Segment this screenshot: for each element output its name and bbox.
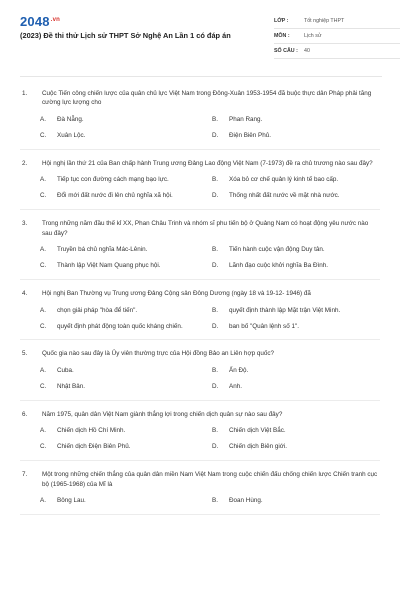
question-item — [20, 80, 380, 150]
option-letter: B. — [212, 176, 218, 184]
meta-value: Tốt nghiệp THPT — [304, 18, 345, 24]
question-text: Một trong những chiến thắng của quân dân miền Nam Việt Nam trong cuộc chiến đấu chống chiến lược Chiến tranh cục bộ (1965-1968) của Mĩ là — [42, 471, 378, 488]
option-text: Xuân Lộc. — [57, 132, 86, 140]
option-letter: A. — [40, 306, 46, 314]
meta-label: LỚP : — [274, 18, 289, 24]
option-text: Bông Lau. — [57, 497, 86, 505]
option-text: Tiếp tục con đường cách mạng bạo lực. — [57, 176, 169, 184]
question-text: Năm 1975, quân dân Việt Nam giành thắng lợi trong chiến dịch quân sự nào sau đây? — [42, 410, 283, 418]
meta-value: Lịch sử — [304, 33, 322, 39]
question-text-row — [20, 89, 380, 108]
option-text: Chiến dịch Việt Bắc. — [229, 427, 286, 435]
option-text: chọn giải pháp "hòa để tiến". — [57, 306, 138, 314]
option-text: Cuba. — [57, 367, 74, 375]
answer-options — [40, 425, 380, 454]
answer-option[interactable] — [40, 495, 212, 508]
option-letter: A. — [40, 367, 46, 375]
question-text: Hội nghị Ban Thường vụ Trung ương Đảng Cộng sản Đông Dương (ngày 18 và 19-12- 1946) đã — [42, 290, 311, 298]
question-number: 4. — [22, 290, 28, 298]
answer-option[interactable] — [40, 114, 212, 127]
option-text: Điện Biên Phủ. — [229, 132, 272, 140]
answer-option[interactable] — [40, 320, 212, 333]
answer-option[interactable] — [212, 320, 384, 333]
meta-value: 40 — [304, 48, 310, 54]
answer-option[interactable] — [40, 381, 212, 394]
option-letter: D. — [212, 383, 219, 391]
answer-option[interactable] — [212, 114, 384, 127]
answer-option[interactable] — [212, 425, 384, 438]
option-text: Tiến hành cuộc vận động Duy tân. — [229, 246, 325, 254]
question-item — [20, 340, 380, 400]
option-text: Lãnh đạo cuộc khởi nghĩa Ba Đình. — [229, 262, 329, 270]
option-letter: B. — [212, 306, 218, 314]
option-text: Ấn Độ. — [229, 367, 249, 375]
question-item — [20, 210, 380, 280]
option-text: Nhật Bản. — [57, 383, 86, 391]
document-meta — [274, 14, 400, 59]
option-letter: C. — [40, 132, 47, 140]
question-text: Cuộc Tiến công chiến lược của quân chủ lực Việt Nam trong Đông-Xuân 1953-1954 đã buộc thực dân Pháp phải tăng cường lực lượng cho — [42, 90, 372, 107]
option-text: Đoan Hùng. — [229, 497, 263, 505]
question-text-row — [20, 289, 380, 298]
option-text: Chiến dịch Hồ Chí Minh. — [57, 427, 126, 435]
answer-option[interactable] — [212, 441, 384, 454]
question-text-row — [20, 470, 380, 489]
answer-option[interactable] — [212, 381, 384, 394]
question-item — [20, 461, 380, 515]
question-number: 7. — [22, 471, 28, 479]
answer-option[interactable] — [212, 304, 384, 317]
answer-option[interactable] — [212, 190, 384, 203]
option-letter: C. — [40, 322, 47, 330]
question-list — [20, 80, 380, 515]
question-text-row — [20, 349, 380, 358]
answer-option[interactable] — [212, 495, 384, 508]
question-item — [20, 150, 380, 210]
option-text: quyết định phát động toàn quốc kháng chiến. — [57, 322, 183, 330]
option-letter: C. — [40, 262, 47, 270]
answer-option[interactable] — [40, 244, 212, 257]
question-number: 1. — [22, 90, 28, 97]
option-letter: A. — [40, 116, 46, 124]
answer-options — [40, 304, 380, 333]
option-text: Đà Nẵng. — [57, 116, 84, 124]
meta-row-class — [274, 14, 400, 29]
answer-option[interactable] — [212, 244, 384, 257]
answer-option[interactable] — [40, 190, 212, 203]
option-letter: D. — [212, 262, 219, 270]
question-text: Trong những năm đầu thế kỉ XX, Phan Châu Trinh và nhóm sĩ phu tiến bộ ở Quảng Nam có hoạt động yêu nước nào sau đây? — [42, 220, 369, 237]
question-item — [20, 401, 380, 461]
header-divider — [20, 76, 382, 77]
option-letter: B. — [212, 497, 218, 505]
option-letter: A. — [40, 246, 46, 254]
answer-option[interactable] — [212, 174, 384, 187]
question-text-row — [20, 159, 380, 168]
question-number: 6. — [22, 410, 28, 418]
option-letter: B. — [212, 367, 218, 375]
answer-option[interactable] — [212, 130, 384, 143]
answer-options — [40, 365, 380, 394]
option-letter: C. — [40, 443, 47, 451]
question-text-row — [20, 410, 380, 419]
logo-text: 2048 — [20, 14, 50, 29]
option-text: Chiến dịch Điện Biên Phủ. — [57, 443, 131, 451]
answer-options — [40, 174, 380, 203]
option-letter: D. — [212, 322, 219, 330]
meta-row-subject — [274, 29, 400, 44]
answer-option[interactable] — [40, 425, 212, 438]
option-text: Chiến dịch Biên giới. — [229, 443, 288, 451]
answer-option[interactable] — [40, 365, 212, 378]
option-text: quyết định thành lập Mặt trận Việt Minh. — [229, 306, 341, 314]
option-text: Xóa bỏ cơ chế quản lý kinh tế bao cấp. — [229, 176, 339, 184]
option-text: ban bố "Quân lệnh số 1". — [229, 322, 299, 330]
logo-suffix: .vn — [50, 16, 61, 23]
answer-option[interactable] — [40, 174, 212, 187]
option-letter: D. — [212, 132, 219, 140]
option-text: Truyền bá chủ nghĩa Mác-Lênin. — [57, 246, 148, 254]
question-item — [20, 280, 380, 340]
answer-option[interactable] — [40, 304, 212, 317]
answer-option[interactable] — [40, 130, 212, 143]
question-number: 2. — [22, 159, 28, 167]
option-text: Phan Rang. — [229, 116, 263, 124]
document-title: (2023) Đề thi thử Lịch sử THPT Sở Nghệ An Lần 1 có đáp án — [20, 31, 231, 40]
option-letter: A. — [40, 497, 46, 505]
option-text: Thành lập Việt Nam Quang phục hội. — [57, 262, 161, 270]
question-text: Hội nghị lần thứ 21 của Ban chấp hành Trung ương Đảng Lao động Việt Nam (7-1973) đề ra chủ trương nào sau đây? — [42, 159, 373, 167]
option-letter: D. — [212, 443, 219, 451]
header — [20, 14, 382, 60]
meta-row-question-count — [274, 44, 400, 59]
answer-option[interactable] — [40, 441, 212, 454]
option-letter: B. — [212, 246, 218, 254]
option-letter: A. — [40, 427, 46, 435]
answer-option[interactable] — [40, 260, 212, 273]
option-letter: B. — [212, 427, 218, 435]
answer-option[interactable] — [212, 260, 384, 273]
question-text-row — [20, 219, 380, 238]
answer-options — [40, 495, 380, 508]
answer-options — [40, 114, 380, 143]
option-letter: A. — [40, 176, 46, 184]
question-number: 3. — [22, 220, 28, 228]
option-text: Anh. — [229, 383, 242, 391]
option-text: Thống nhất đất nước về mặt nhà nước. — [229, 192, 340, 200]
meta-label: SỐ CÂU : — [274, 48, 298, 54]
answer-option[interactable] — [212, 365, 384, 378]
question-number: 5. — [22, 350, 28, 358]
question-text: Quốc gia nào sau đây là Ủy viên thường trực của Hội đồng Bảo an Liên hợp quốc? — [42, 350, 274, 358]
option-letter: C. — [40, 192, 47, 200]
option-letter: D. — [212, 192, 219, 200]
option-letter: B. — [212, 116, 218, 124]
site-logo[interactable] — [20, 14, 60, 29]
option-text: Đổi mới đất nước đi lên chủ nghĩa xã hội. — [57, 192, 173, 200]
option-letter: C. — [40, 383, 47, 391]
meta-label: MÔN : — [274, 33, 290, 39]
answer-options — [40, 244, 380, 273]
